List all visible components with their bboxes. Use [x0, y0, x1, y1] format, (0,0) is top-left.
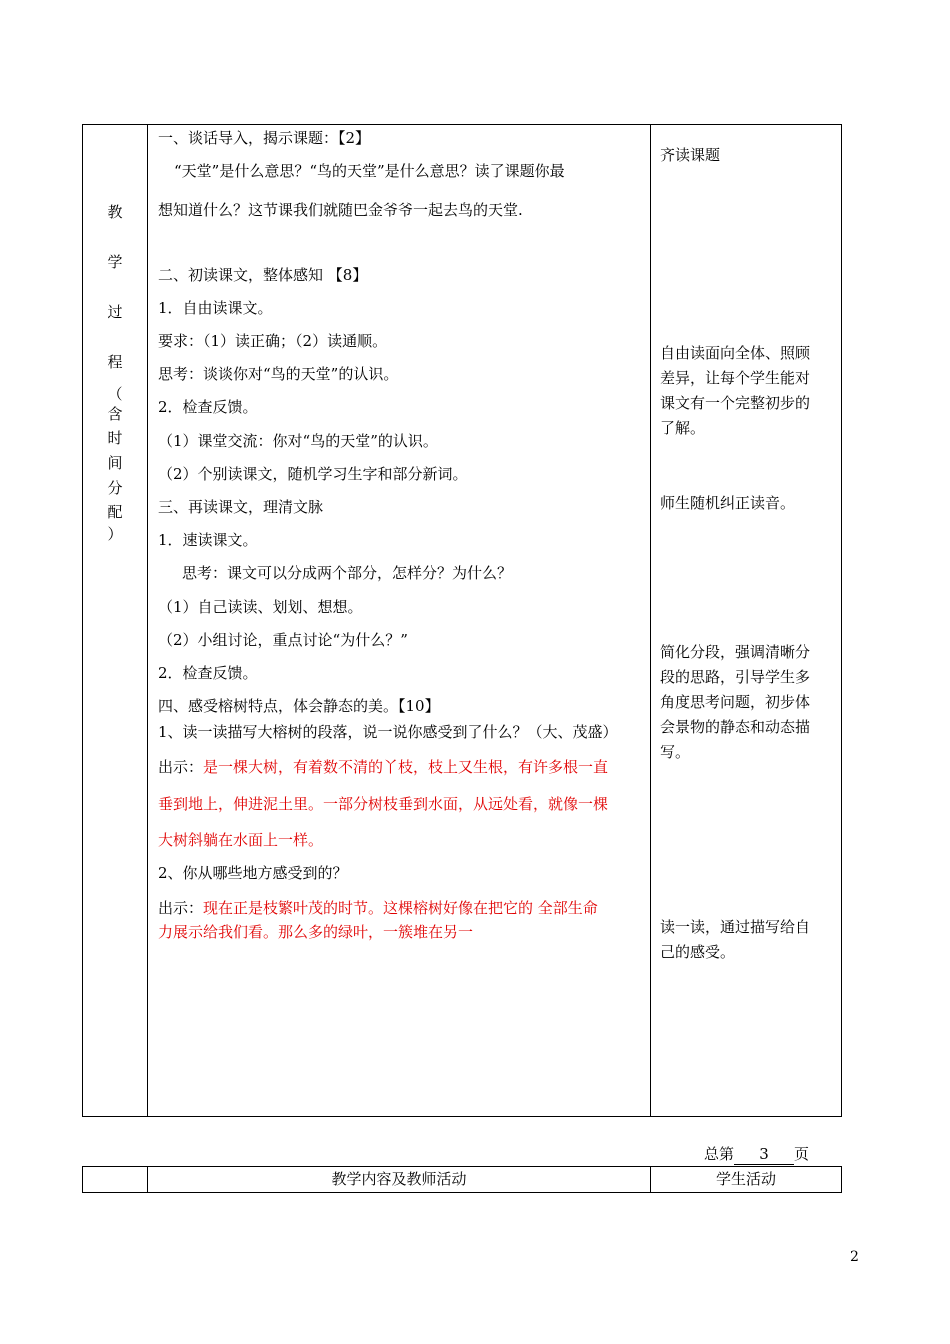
quote-text: 现在正是枝繁叶茂的时节。这棵榕树好像在把它的 全部生命 — [203, 899, 598, 917]
student-note: 课文有一个完整初步的 — [660, 394, 811, 412]
page-total — [704, 1144, 809, 1165]
section-3-subitem: （2）小组讨论，重点讨论“为什么？” — [158, 631, 408, 649]
label-char: 学 — [107, 253, 123, 271]
section-3-item: 1．速读课文。 — [158, 531, 258, 549]
label-char: 教 — [107, 203, 123, 221]
label-char: 过 — [107, 303, 123, 321]
section-3-subitem: （1）自己读读、划划、想想。 — [158, 598, 363, 616]
student-note: 自由读面向全体、照顾 — [660, 344, 811, 362]
section-1-text: “天堂”是什么意思？“鸟的天堂”是什么意思？读了课题你最 — [174, 162, 565, 180]
section-1-text: 想知道什么？这节课我们就随巴金爷爷一起去鸟的天堂. — [158, 201, 523, 219]
section-2-requirement: 要求：（1）读正确；（2）读通顺。 — [158, 332, 388, 350]
section-2-item: 2．检查反馈。 — [158, 398, 258, 416]
student-note: 段的思路，引导学生多 — [660, 668, 811, 686]
section-4-show — [158, 757, 608, 777]
student-note: 了解。 — [660, 419, 706, 437]
section-1-title: 一、谈话导入，揭示课题：【2】 — [158, 129, 371, 147]
header-student-activity: 学生活动 — [715, 1170, 776, 1188]
page-total-prefix: 总第 — [704, 1145, 735, 1163]
section-2-subitem: （1）课堂交流：你对“鸟的天堂”的认识。 — [158, 432, 438, 450]
student-note: 写。 — [660, 743, 691, 761]
label-char: 间 — [107, 454, 123, 472]
student-note: 差异，让每个学生能对 — [660, 369, 811, 387]
student-note: 角度思考问题，初步体 — [660, 693, 811, 711]
section-2-title: 二、初读课文，整体感知 【8】 — [158, 266, 368, 284]
page-total-suffix: 页 — [794, 1145, 810, 1163]
student-note: 师生随机纠正读音。 — [660, 494, 796, 512]
section-4-title: 四、感受榕树特点，体会静态的美。【10】 — [158, 697, 440, 715]
table-divider-right — [650, 124, 651, 1117]
section-3-think: 思考：课文可以分成两个部分，怎样分？为什么？ — [182, 564, 513, 582]
page-number: 2 — [850, 1249, 859, 1265]
label-char: 程 — [107, 353, 123, 371]
section-4-item: 2、你从哪些地方感受到的？ — [158, 864, 348, 882]
quote-text: 是一棵大树，有着数不清的丫枝，枝上又生根，有许多根一直 — [203, 758, 609, 776]
header-teacher-activity: 教学内容及教师活动 — [331, 1170, 467, 1188]
label-char: 配 — [107, 503, 123, 521]
quote-text: 大树斜躺在水面上一样。 — [158, 831, 324, 849]
student-note: 齐读课题 — [660, 146, 721, 164]
quote-text: 垂到地上，伸进泥土里。一部分树枝垂到水面，从远处看，就像一棵 — [158, 795, 609, 813]
label-char: 时 — [107, 429, 123, 447]
label-char: 含 — [107, 405, 123, 423]
section-4-item: 1、读一读描写大榕树的段落，说一说你感受到了什么？（大、茂盛） — [158, 723, 618, 741]
student-note: 己的感受。 — [660, 943, 736, 961]
show-label: 出示： — [158, 899, 204, 917]
show-label: 出示： — [158, 758, 204, 776]
student-note: 简化分段，强调清晰分 — [660, 643, 811, 661]
section-4-show — [158, 898, 598, 918]
student-note: 会景物的静态和动态描 — [660, 718, 811, 736]
table-divider-left — [147, 124, 148, 1117]
section-3-title: 三、再读课文，理清文脉 — [158, 498, 324, 516]
label-char: ） — [107, 525, 123, 543]
section-2-subitem: （2）个别读课文，随机学习生字和部分新词。 — [158, 465, 468, 483]
section-3-item: 2．检查反馈。 — [158, 664, 258, 682]
section-2-think: 思考：谈谈你对“鸟的天堂”的认识。 — [158, 365, 399, 383]
quote-text: 力展示给我们看。那么多的绿叶，一簇堆在另一 — [158, 923, 474, 941]
page-total-value: 3 — [734, 1144, 794, 1165]
label-char: （ — [107, 385, 123, 403]
section-2-item: 1．自由读课文。 — [158, 299, 273, 317]
student-note: 读一读，通过描写给自 — [660, 918, 811, 936]
label-char: 分 — [107, 479, 123, 497]
